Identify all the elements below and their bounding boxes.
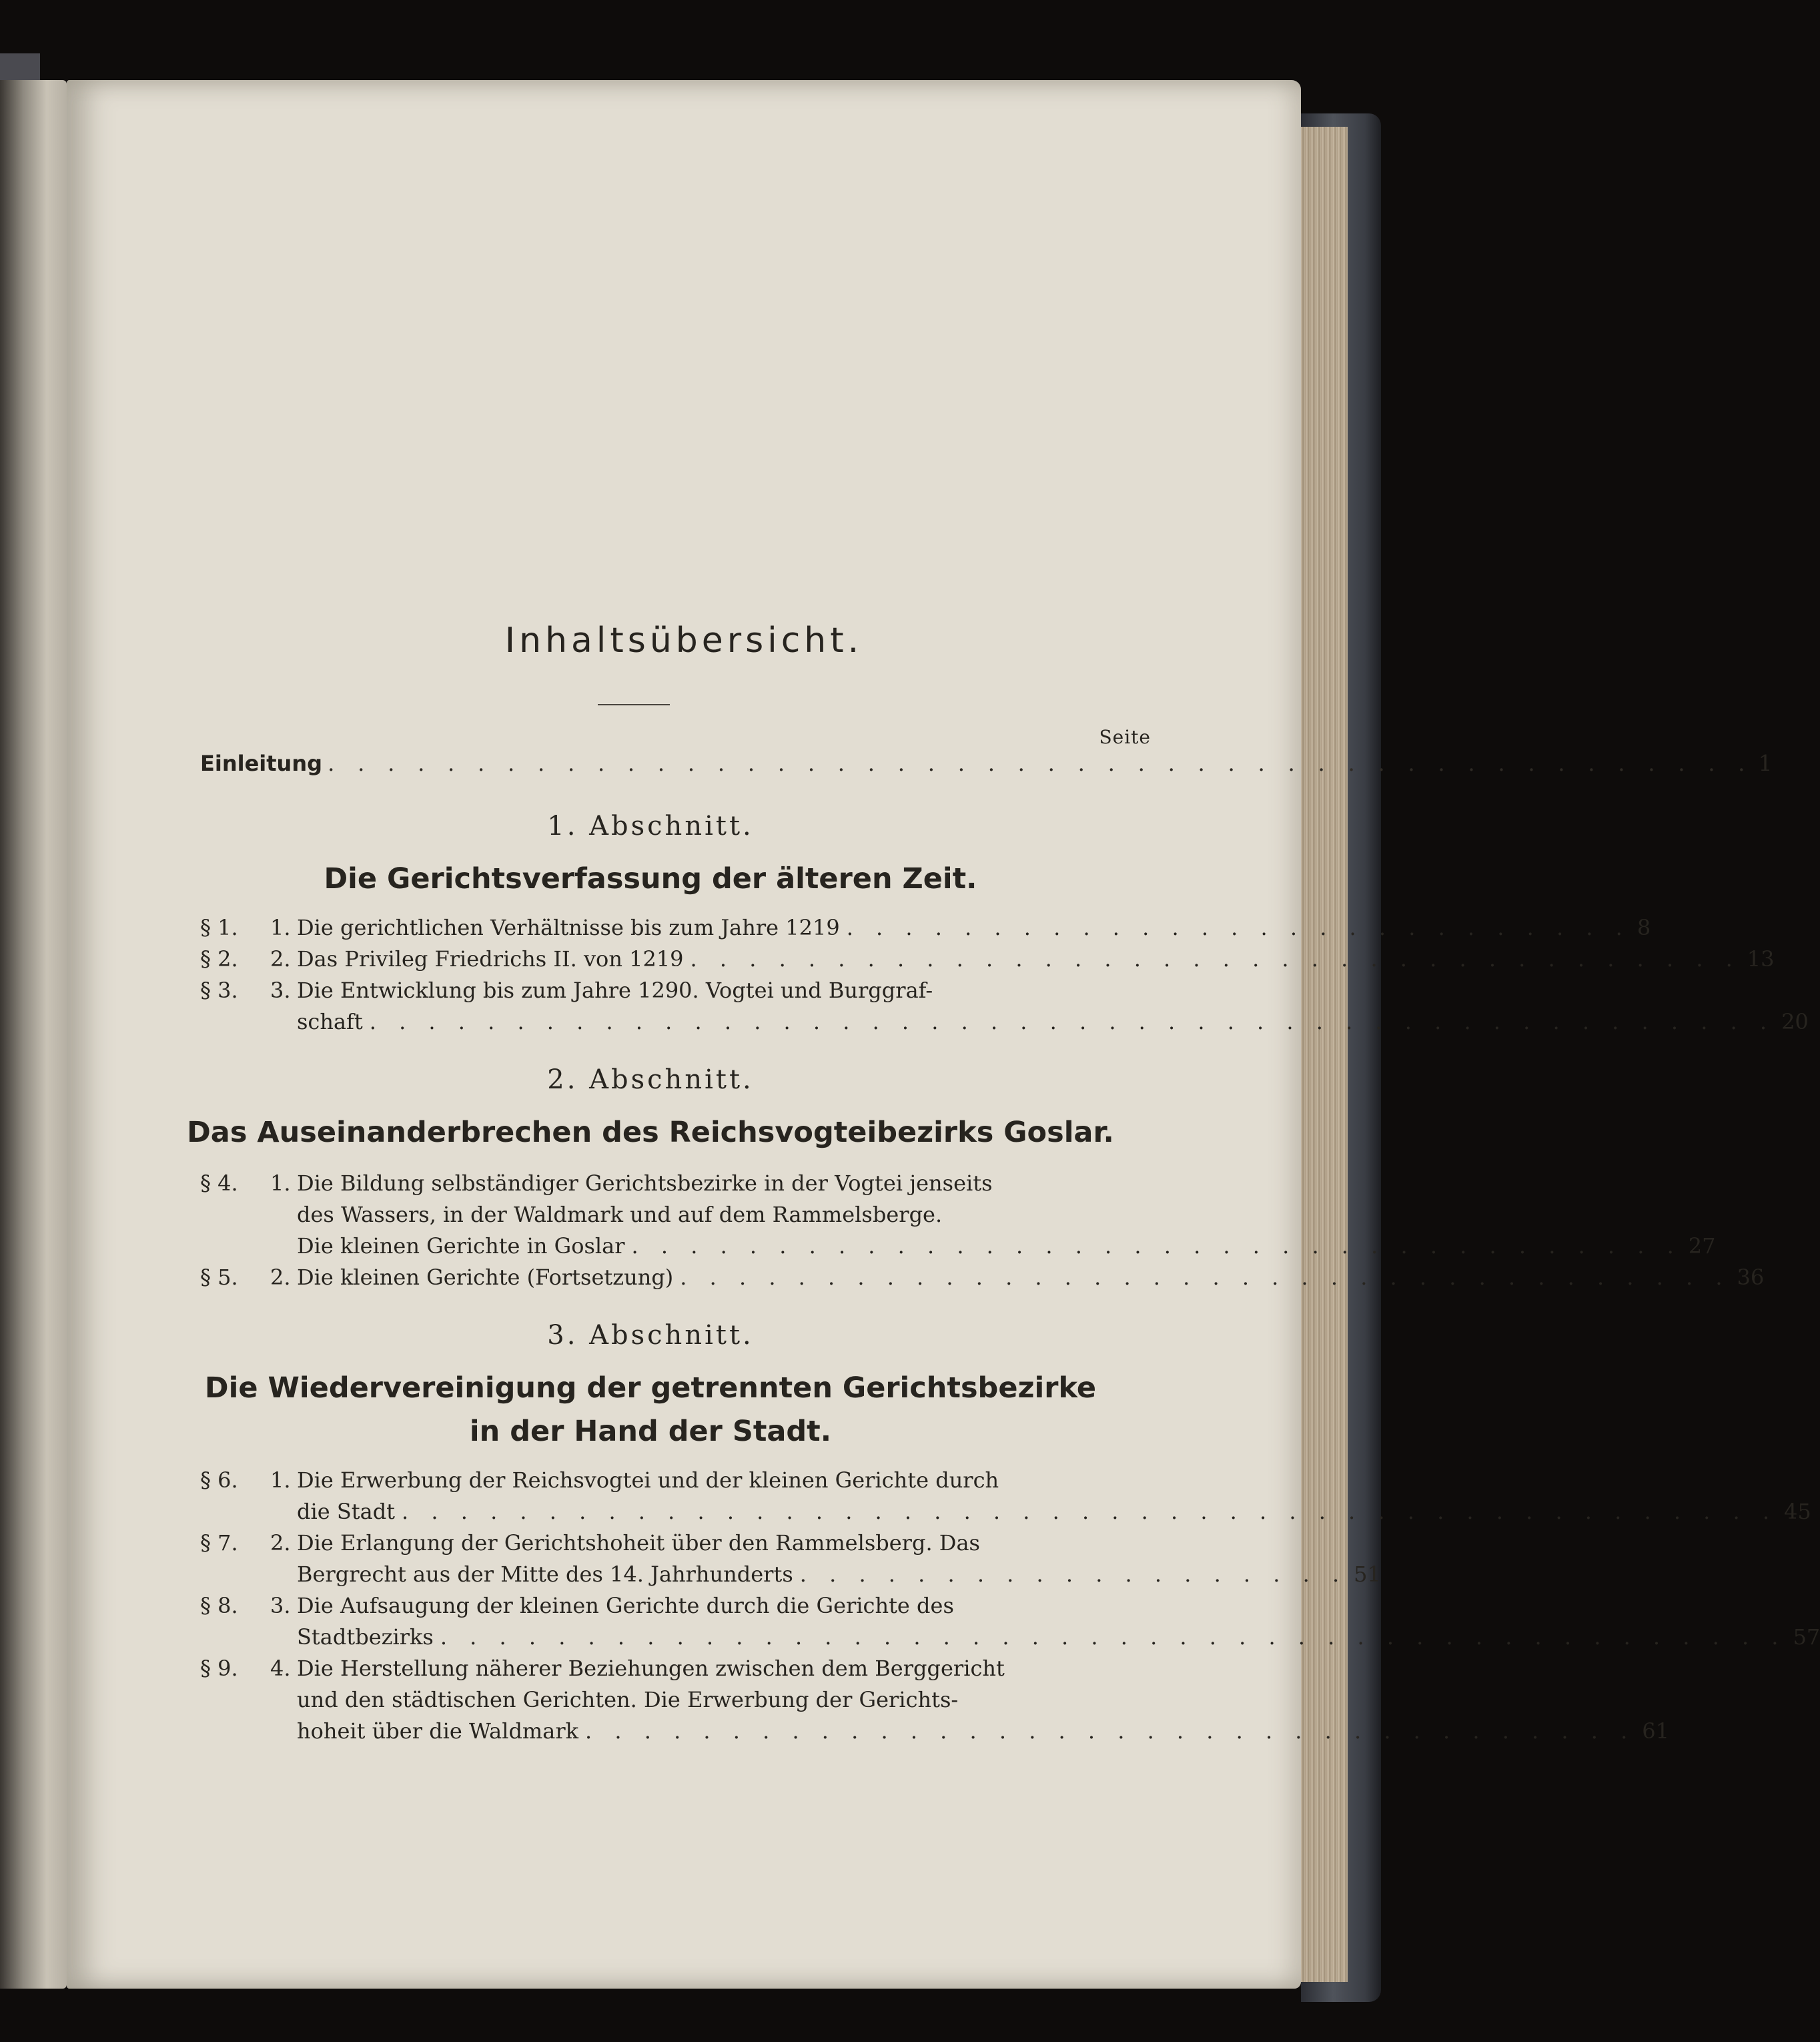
page-block-edge (1294, 127, 1348, 1982)
entry-subnumber: 2. (270, 946, 291, 972)
section-2-title: Das Auseinanderbrechen des Reichsvogteibezirks Goslar. (187, 1116, 1114, 1149)
page-title: Inhaltsübersicht. (504, 621, 863, 661)
section-1-title: Die Gerichtsverfassung der älteren Zeit. (324, 862, 977, 896)
entry-subnumber: 1. (270, 1170, 291, 1196)
entry-text: Die Entwicklung bis zum Jahre 1290. Vogtei und Burggraf- (297, 978, 933, 1003)
intro-page: 1 (1758, 750, 1773, 776)
leader-dots: . . . . . . . . . . . . . . . . . . . . . . . . . . . . . . . . . . . . . . . . . . . . . . . (402, 1499, 1778, 1524)
entry-page: 61 (1642, 1718, 1669, 1744)
entry-paragraph: § 2. (200, 946, 238, 972)
leader-dots: . . . . . . . . . . . . . . . . . . . . . . . . . . . . . . . . . . . . (585, 1718, 1636, 1744)
toc-intro-row (200, 747, 1773, 779)
section-3-title-line-2: in der Hand der Stadt. (469, 1415, 832, 1448)
entry-subnumber: 2. (270, 1265, 291, 1290)
entry-paragraph: § 7. (200, 1530, 238, 1556)
intro-label: Einleitung (200, 751, 323, 776)
section-3-title-line-1: Die Wiedervereinigung der getrennten Gerichtsbezirke (204, 1371, 1097, 1405)
entry-page: 8 (1637, 915, 1651, 940)
entry-subnumber: 3. (270, 1593, 291, 1618)
entry-text: hoheit über die Waldmark (297, 1718, 579, 1744)
leader-dots: . . . . . . . . . . . . . . . . . . . . . . . . . . . . . . . . . . . . (690, 946, 1741, 972)
entry-page: 13 (1747, 946, 1775, 972)
leader-dots: . . . . . . . . . . . . . . . . . . . . . . . . . . . . . . . . . . . . . . . . . . . . . . (440, 1624, 1787, 1650)
entry-text: des Wassers, in der Waldmark und auf dem Rammelsberge. (297, 1202, 943, 1227)
entry-text: Die Aufsaugung der kleinen Gerichte durch die Gerichte des (297, 1593, 954, 1618)
leader-dots: . . . . . . . . . . . . . . . . . . . . . . . . . . . . . . . . . . . . . . . . . . . . . . . . (328, 750, 1753, 776)
entry-text: Die Erwerbung der Reichsvogtei und der kleinen Gerichte durch (297, 1467, 999, 1493)
section-1-number: 1. Abschnitt. (547, 811, 754, 841)
leader-dots: . . . . . . . . . . . . . . . . . . . . . . . . . . . (846, 915, 1631, 940)
leader-dots: . . . . . . . . . . . . . . . . . . . . . . . . . . . . . . . . . . . . . . . . . . . . . . . . (369, 1009, 1775, 1034)
entry-text: Die Herstellung näherer Beziehungen zwischen dem Berggericht (297, 1656, 1005, 1681)
entry-text: Die kleinen Gerichte (Fortsetzung) (297, 1265, 674, 1290)
entry-subnumber: 1. (270, 1467, 291, 1493)
entry-text: Das Privileg Friedrichs II. von 1219 (297, 946, 684, 972)
entry-paragraph: § 1. (200, 915, 238, 940)
entry-page: 51 (1354, 1562, 1381, 1587)
entry-page: 36 (1737, 1265, 1765, 1290)
entry-page: 20 (1781, 1009, 1809, 1034)
entry-text: Die Erlangung der Gerichtshoheit über den Rammelsberg. Das (297, 1530, 980, 1556)
entry-text: schaft (297, 1009, 363, 1034)
entry-subnumber: 3. (270, 978, 291, 1003)
section-2-number: 2. Abschnitt. (547, 1064, 754, 1095)
entry-text: Die Bildung selbständiger Gerichtsbezirke in der Vogtei jenseits (297, 1170, 993, 1196)
entry-subnumber: 1. (270, 915, 291, 940)
entry-subnumber: 2. (270, 1530, 291, 1556)
entry-text: die Stadt (297, 1499, 396, 1524)
leader-dots: . . . . . . . . . . . . . . . . . . . (799, 1562, 1348, 1587)
entry-page: 45 (1784, 1499, 1811, 1524)
entry-subnumber: 4. (270, 1656, 291, 1681)
section-3-number: 3. Abschnitt. (547, 1320, 754, 1351)
page-column-header: Seite (1099, 726, 1151, 748)
entry-page: 27 (1688, 1233, 1716, 1259)
entry-page: 57 (1793, 1624, 1820, 1650)
leader-dots: . . . . . . . . . . . . . . . . . . . . . . . . . . . . . . . . . . . . (631, 1233, 1682, 1259)
title-rule (598, 704, 670, 705)
left-facing-page (0, 80, 67, 1989)
entry-paragraph: § 4. (200, 1170, 238, 1196)
entry-paragraph: § 6. (200, 1467, 238, 1493)
entry-text: Die kleinen Gerichte in Goslar (297, 1233, 625, 1259)
entry-paragraph: § 3. (200, 978, 238, 1003)
entry-text: und den städtischen Gerichten. Die Erwerbung der Gerichts- (297, 1687, 959, 1712)
entry-text: Stadtbezirks (297, 1624, 434, 1650)
entry-text: Bergrecht aus der Mitte des 14. Jahrhunderts (297, 1562, 793, 1587)
entry-paragraph: § 9. (200, 1656, 238, 1681)
leader-dots: . . . . . . . . . . . . . . . . . . . . . . . . . . . . . . . . . . . . (680, 1265, 1731, 1290)
entry-text: Die gerichtlichen Verhältnisse bis zum Jahre 1219 (297, 915, 840, 940)
entry-paragraph: § 5. (200, 1265, 238, 1290)
table-of-contents-page (67, 80, 1820, 1989)
entry-paragraph: § 8. (200, 1593, 238, 1618)
